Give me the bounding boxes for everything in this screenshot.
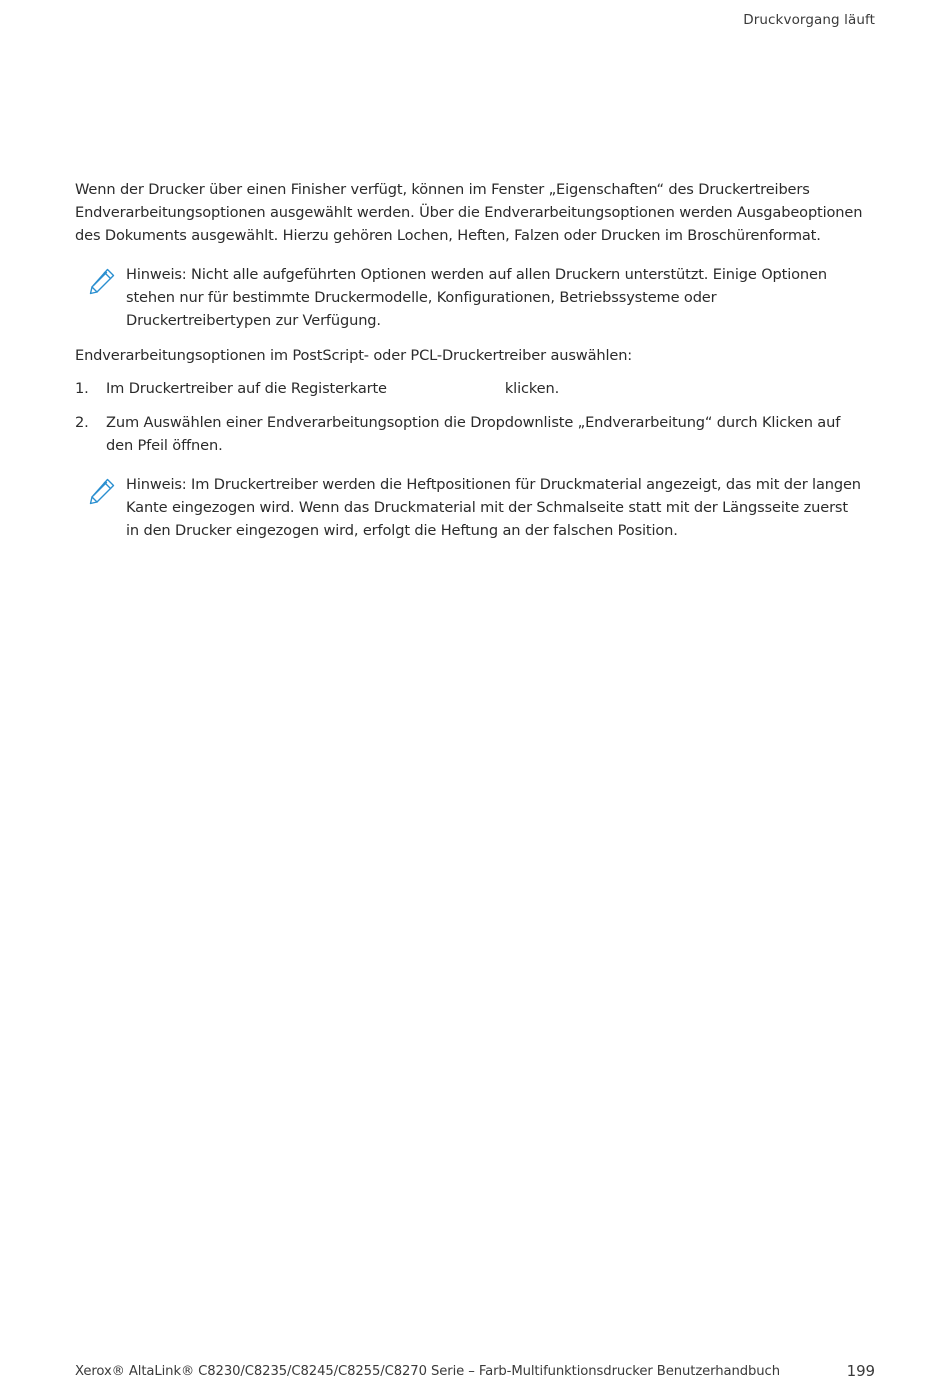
step-number: 2. bbox=[75, 413, 89, 431]
procedure-steps bbox=[75, 377, 865, 457]
step-text: Im Druckertreiber auf die Registerkarte bbox=[106, 380, 387, 398]
main-content bbox=[75, 178, 865, 543]
procedure-lead: Endverarbeitungsoptionen im PostScript- oder PCL-Druckertreiber auswählen: bbox=[75, 347, 633, 365]
note-block bbox=[75, 263, 865, 333]
step-item bbox=[75, 411, 865, 457]
note-text: Hinweis: Im Druckertreiber werden die Heftpositionen für Druckmaterial angezeigt, das mit der langen Kante eingezogen wird. Wenn das Druckmaterial mit der Schmalseite statt mit der Längsseite zuerst in den Drucker eingezogen wird, erfolgt die Heftung an der falschen Position. bbox=[126, 476, 861, 540]
step-text-end: klicken. bbox=[504, 380, 560, 398]
pencil-icon bbox=[87, 476, 117, 506]
note-block bbox=[75, 473, 865, 543]
note-text: Hinweis: Nicht alle aufgeführten Optionen werden auf allen Druckern unterstützt. Einige Optionen stehen nur für bestimmte Druckermodelle, Konfigurationen, Betriebssysteme oder Druckertreibertypen zur Verfügung. bbox=[126, 265, 827, 330]
footer-title: Xerox® AltaLink® C8230/C8235/C8245/C8255/C8270 Serie – Farb-Multifunktionsdrucker Benutzerhandbuch bbox=[75, 1364, 780, 1379]
step-number: 1. bbox=[75, 380, 89, 398]
pencil-icon bbox=[87, 266, 117, 296]
page-number: 199 bbox=[846, 1362, 875, 1380]
step-item bbox=[75, 377, 865, 400]
intro-paragraph: Wenn der Drucker über einen Finisher verfügt, können im Fenster „Eigenschaften“ des Druckertreibers Endverarbeitungsoptionen ausgewählt werden. Über die Endverarbeitungsoptionen werden Ausgabeoptionen des Dokuments ausgewählt. Hierzu gehören Lochen, Heften, Falzen oder Drucken im Broschürenformat. bbox=[75, 181, 863, 245]
page-header: Druckvorgang läuft bbox=[743, 12, 875, 28]
step-text: Zum Auswählen einer Endverarbeitungsoption die Dropdownliste „Endverarbeitung“ durch Klicken auf den Pfeil öffnen. bbox=[106, 413, 841, 454]
